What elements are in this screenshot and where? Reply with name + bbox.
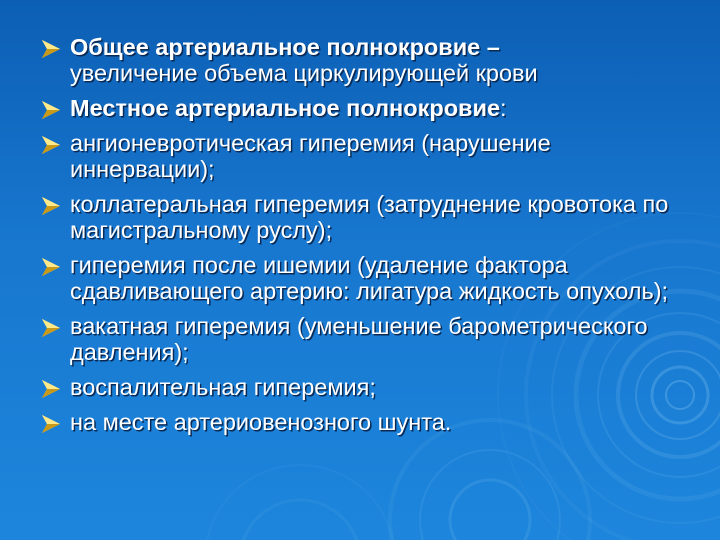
arrow-bullet-icon [40, 257, 62, 277]
list-item [40, 313, 690, 365]
list-item [40, 252, 690, 304]
list-item-text [70, 95, 507, 121]
list-item [40, 409, 690, 435]
list-item [40, 191, 690, 243]
arrow-bullet-icon [40, 318, 62, 338]
list-item-bold-text: Местное артериальное полнокровие [70, 95, 501, 121]
arrow-bullet-icon [40, 196, 62, 216]
list-item [40, 374, 690, 400]
list-item-text: на месте артериовенозного шунта. [70, 409, 452, 435]
list-item-text: коллатеральная гиперемия (затруднение кровотока по магистральному руслу); [70, 191, 669, 243]
arrow-bullet-icon [40, 379, 62, 399]
list-item-text [70, 34, 538, 86]
arrow-bullet-icon [40, 39, 62, 59]
list-item-bold-text: Общее артериальное полнокровие – [70, 34, 500, 60]
list-item-text: вакатная гиперемия (уменьшение барометрического давления); [70, 313, 648, 365]
list-item [40, 34, 690, 86]
list-item-normal-text: : [500, 95, 507, 121]
list-item-continuation: увеличение объема циркулирующей крови [70, 60, 538, 86]
list-item [40, 130, 690, 182]
list-item [40, 95, 690, 121]
list-item-text: воспалительная гиперемия; [70, 374, 376, 400]
arrow-bullet-icon [40, 100, 62, 120]
arrow-bullet-icon [40, 414, 62, 434]
list-item-text: ангионевротическая гиперемия (нарушение иннервации); [70, 130, 551, 182]
arrow-bullet-icon [40, 135, 62, 155]
bullet-list [40, 34, 690, 444]
list-item-text: гиперемия после ишемии (удаление фактора сдавливающего артерию: лигатура жидкость опухоль); [70, 252, 669, 304]
